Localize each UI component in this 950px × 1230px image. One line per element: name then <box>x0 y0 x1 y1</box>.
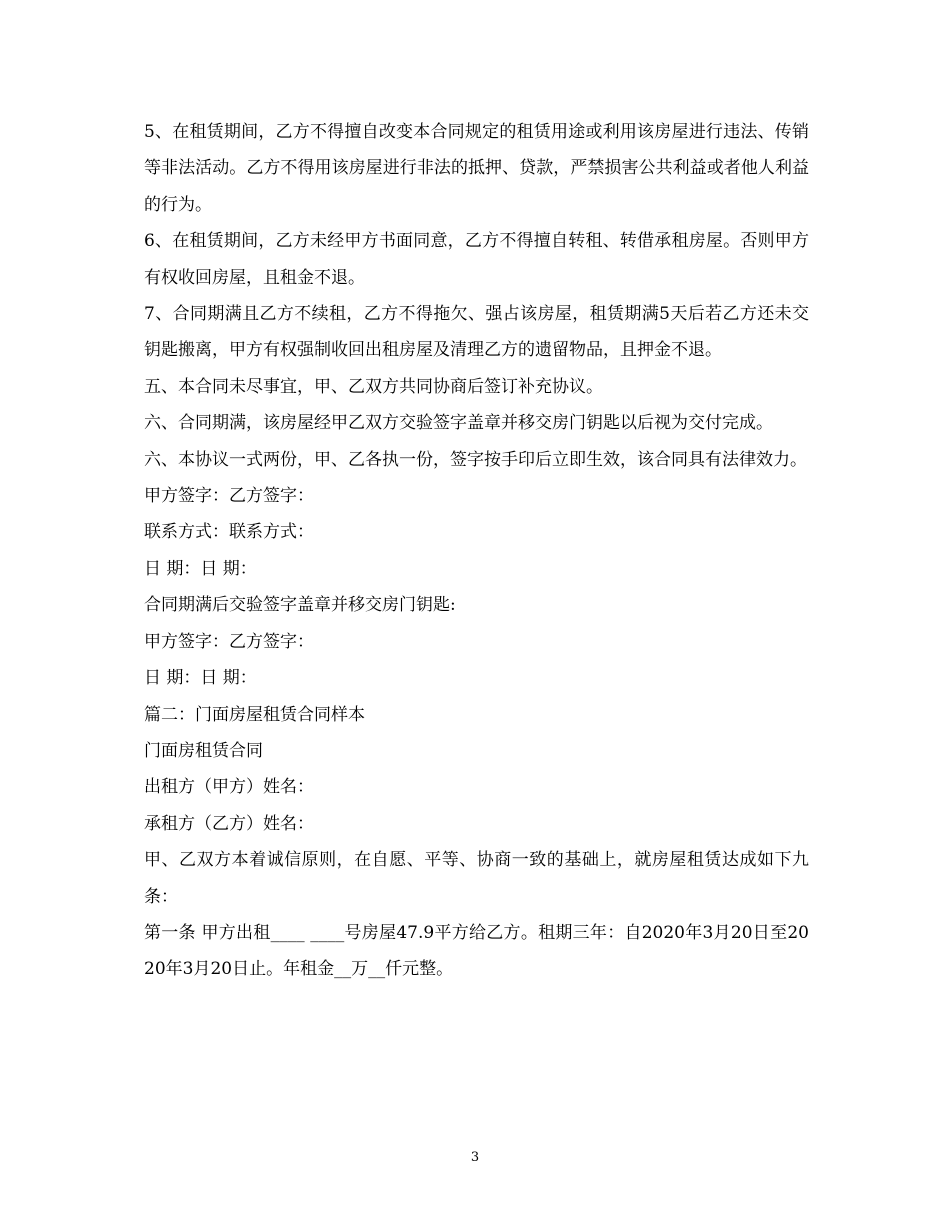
preamble-paragraph: 甲、乙双方本着诚信原则，在自愿、平等、协商一致的基础上，就房屋租赁达成如下九条： <box>144 850 809 907</box>
date-line: 日 期：日 期： <box>144 558 257 579</box>
clause-7-paragraph: 7、合同期满且乙方不续租，乙方不得拖欠、强占该房屋，租赁期满5天后若乙方还未交钥匙搬离，甲方有权强制收回出租房屋及清理乙方的遗留物品，且押金不退。 <box>144 304 809 361</box>
signature-line: 甲方签字：乙方签字： <box>144 486 314 507</box>
article-1-paragraph: 第一条 甲方出租____ ____号房屋47.9平方给乙方。租期三年：自2020年3月20日至2020年3月20日止。年租金__万__仟元整。 <box>144 922 809 980</box>
contract-title: 门面房租赁合同 <box>144 740 263 761</box>
section-6-paragraph: 六、合同期满，该房屋经甲乙双方交验签字盖章并移交房门钥匙以后视为交付完成。 <box>144 413 773 434</box>
handover-heading: 合同期满后交验签字盖章并移交房门钥匙: <box>144 595 456 616</box>
handover-signature-line: 甲方签字：乙方签字： <box>144 631 314 652</box>
clause-6-paragraph: 6、在租赁期间，乙方未经甲方书面同意，乙方不得擅自转租、转借承租房屋。否则甲方有权收回房屋，且租金不退。 <box>144 231 809 288</box>
document-body <box>144 114 809 988</box>
clause-5-paragraph: 5、在租赁期间，乙方不得擅自改变本合同规定的租赁用途或利用该房屋进行违法、传销等非法活动。乙方不得用该房屋进行非法的抵押、贷款，严禁损害公共利益或者他人利益的行为。 <box>144 122 809 215</box>
handover-date-line: 日 期：日 期： <box>144 668 257 689</box>
chapter-2-title: 篇二：门面房屋租赁合同样本 <box>144 704 365 725</box>
lessor-name-line: 出租方（甲方）姓名： <box>144 777 314 798</box>
section-6b-paragraph: 六、本协议一式两份，甲、乙各执一份，签字按手印后立即生效，该合同具有法律效力。 <box>144 449 807 470</box>
page-number: 3 <box>470 1150 480 1165</box>
lessee-name-line: 承租方（乙方）姓名： <box>144 813 314 834</box>
section-5-paragraph: 五、本合同未尽事宜，甲、乙双方共同协商后签订补充协议。 <box>144 376 603 397</box>
contact-line: 联系方式：联系方式： <box>144 522 314 543</box>
